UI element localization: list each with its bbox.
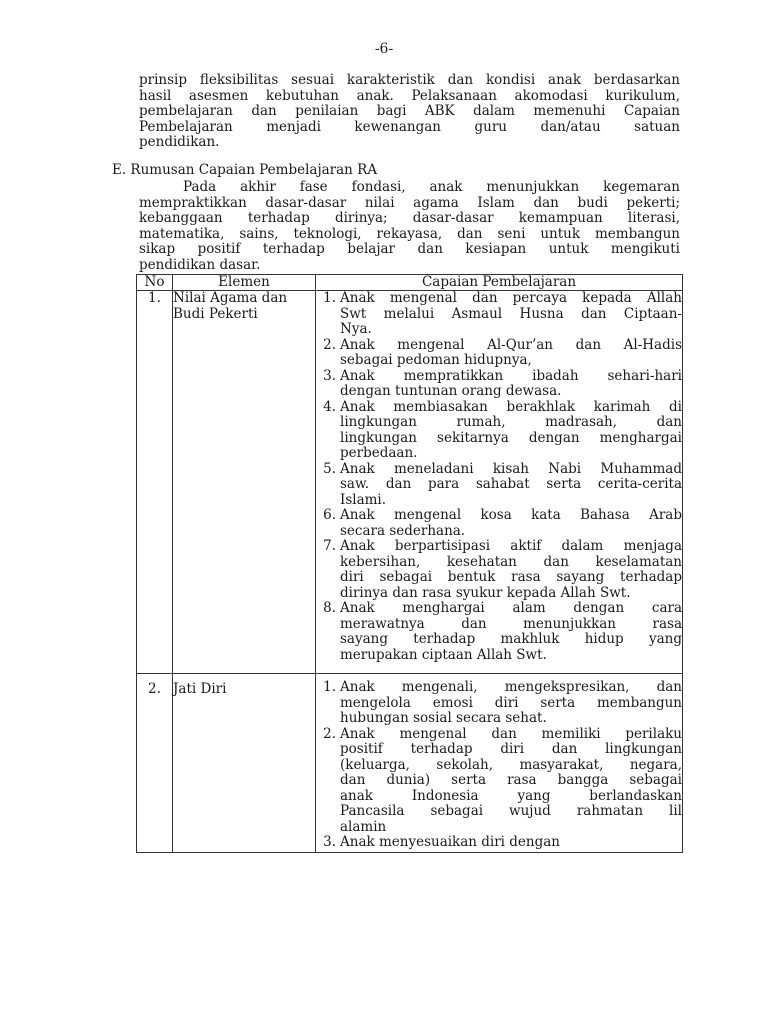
- text-line: positif terhadap diri dan lingkungan: [340, 741, 682, 757]
- item-text: [340, 338, 682, 369]
- list-item: [316, 400, 682, 462]
- item-text: [340, 727, 682, 836]
- text-line: merupakan ciptaan Allah Swt.: [340, 646, 547, 663]
- item-text: [340, 291, 682, 338]
- elemen-line: Jati Diri: [173, 681, 227, 697]
- row-capaian: [316, 674, 683, 853]
- section-body-paragraph: [139, 180, 680, 273]
- text-line: Anak mengenal dan memiliki perilaku: [340, 725, 682, 742]
- header-no: No: [137, 275, 173, 291]
- text-line: pembelajaran dan penilaian bagi ABK dalam memenuhi Capaian: [139, 103, 680, 119]
- item-number: 8.: [323, 600, 336, 616]
- capaian-table: [136, 274, 683, 853]
- text-line: dengan tuntunan orang dewasa.: [340, 383, 562, 399]
- text-line: dirinya dan rasa syukur kepada Allah Swt.: [340, 584, 631, 601]
- elemen-line: Budi Pekerti: [173, 305, 258, 322]
- text-line: dan dunia) serta rasa bangga sebagai: [340, 772, 682, 788]
- item-number: 1.: [323, 290, 336, 306]
- text-line: Anak meneladani kisah Nabi Muhammad: [340, 460, 682, 477]
- text-line: matematika, sains, teknologi, rekayasa, dan seni untuk membangun: [139, 225, 680, 242]
- row-elemen: [173, 674, 316, 853]
- text-line: kebanggaan terhadap dirinya; dasar-dasar kemampuan literasi,: [139, 210, 680, 226]
- list-item: [316, 291, 682, 338]
- list-item: [316, 601, 682, 663]
- item-number: 2.: [323, 336, 336, 353]
- text-line: Anak mempratikkan ibadah sehari-hari: [340, 367, 682, 384]
- text-line: Pancasila sebagai wujud rahmatan lil: [340, 803, 682, 819]
- item-number: 3.: [323, 367, 336, 384]
- header-capaian: Capaian Pembelajaran: [316, 275, 683, 291]
- table-header-row: [137, 275, 683, 291]
- item-number: 6.: [323, 507, 336, 523]
- text-line: Nya.: [340, 321, 372, 337]
- row-number: 2.: [137, 674, 173, 853]
- section-heading: E. Rumusan Capaian Pembelajaran RA: [112, 162, 378, 178]
- text-line: Anak mengenal Al-Qur’an dan Al-Hadis: [340, 336, 682, 353]
- text-line: mempraktikkan dasar-dasar nilai agama Islam dan budi pekerti;: [139, 194, 680, 211]
- row-elemen: [173, 291, 316, 674]
- text-line: Anak mengenali, mengekspresikan, dan: [340, 679, 682, 695]
- item-text: [340, 601, 682, 663]
- item-text: [340, 400, 682, 462]
- text-line: Anak mengenal dan percaya kepada Allah: [340, 290, 682, 306]
- list-item: [316, 462, 682, 509]
- text-line: Pembelajaran menjadi kewenangan guru dan/atau satuan: [139, 118, 680, 135]
- item-text: [340, 369, 682, 400]
- text-line: diri sebagai bentuk rasa sayang terhadap: [340, 569, 682, 585]
- row-capaian: [316, 291, 683, 674]
- page-number: -6-: [374, 41, 394, 57]
- text-line: sayang terhadap makhluk hidup yang: [340, 631, 682, 647]
- intro-paragraph: [139, 73, 680, 151]
- text-line: hubungan sosial secara sehat.: [340, 710, 547, 726]
- text-line: Anak berpartisipasi aktif dalam menjaga: [340, 538, 682, 554]
- table-row: [137, 674, 683, 853]
- text-line: Swt melalui Asmaul Husna dan Ciptaan-: [340, 305, 682, 322]
- text-line: lingkungan rumah, madrasah, dan: [340, 414, 682, 430]
- text-line: anak Indonesia yang berlandaskan: [340, 787, 682, 804]
- table-row: [137, 291, 683, 674]
- item-text: [340, 539, 682, 601]
- text-line: hasil asesmen kebutuhan anak. Pelaksanaan akomodasi kurikulum,: [139, 87, 680, 104]
- list-item: [316, 369, 682, 400]
- text-line: perbedaan.: [340, 445, 418, 461]
- text-line: merawatnya dan menunjukkan rasa: [340, 615, 682, 632]
- text-line: (keluarga, sekolah, masyarakat, negara,: [340, 756, 682, 773]
- item-number: 4.: [323, 398, 336, 415]
- text-line: saw. dan para sahabat serta cerita-cerita: [340, 476, 682, 492]
- list-item: [316, 338, 682, 369]
- item-number: 2.: [323, 725, 336, 742]
- text-line: pendidikan dasar.: [139, 256, 261, 273]
- text-line: sebagai pedoman hidupnya,: [340, 352, 532, 368]
- list-item: [316, 727, 682, 836]
- text-line: prinsip fleksibilitas sesuai karakteristik dan kondisi anak berdasarkan: [139, 72, 680, 88]
- row-number: 1.: [137, 291, 173, 674]
- item-number: 5.: [323, 460, 336, 477]
- text-line: mengelola emosi diri serta membangun: [340, 694, 682, 711]
- text-line: Anak menyesuaikan diri dengan: [340, 834, 561, 850]
- text-line: secara sederhana.: [340, 522, 466, 539]
- item-text: [340, 680, 682, 727]
- list-item: [316, 835, 682, 851]
- text-line: Pada akhir fase fondasi, anak menunjukkan kegemaran: [183, 179, 680, 195]
- text-line: sikap positif terhadap belajar dan kesiapan untuk mengikuti: [139, 241, 680, 257]
- item-text: [340, 508, 682, 539]
- list-item: [316, 539, 682, 601]
- elemen-line: Nilai Agama dan: [173, 290, 288, 306]
- header-elemen: Elemen: [173, 275, 316, 291]
- text-line: Anak menghargai alam dengan cara: [340, 600, 682, 616]
- text-line: Anak membiasakan berakhlak karimah di: [340, 398, 682, 415]
- item-number: 3.: [323, 834, 336, 850]
- list-item: [316, 680, 682, 727]
- item-number: 1.: [323, 679, 336, 695]
- list-item: [316, 508, 682, 539]
- item-text: [340, 462, 682, 509]
- item-text: [340, 835, 682, 851]
- text-line: lingkungan sekitarnya dengan menghargai: [340, 429, 682, 446]
- text-line: kebersihan, kesehatan dan keselamatan: [340, 553, 682, 570]
- text-line: alamin: [340, 818, 387, 835]
- text-line: Islami.: [340, 491, 387, 508]
- item-number: 7.: [323, 538, 336, 554]
- text-line: Anak mengenal kosa kata Bahasa Arab: [340, 507, 682, 523]
- text-line: pendidikan.: [139, 134, 220, 150]
